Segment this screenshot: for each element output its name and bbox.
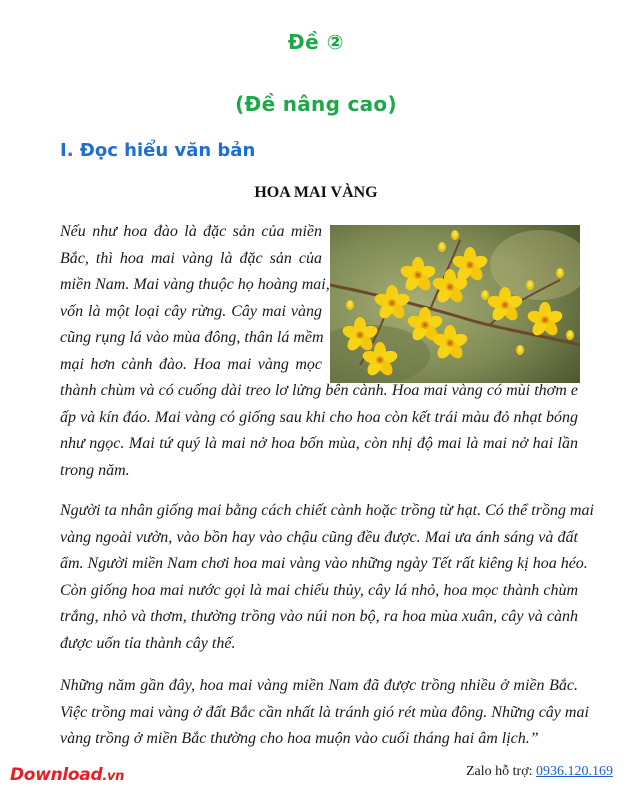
paragraph-1-wrapped <box>60 219 330 378</box>
support-label: Zalo hỗ trợ: <box>466 764 536 779</box>
text-line: mại hơn cành đào. Hoa mai vàng mọc <box>60 355 322 373</box>
section-heading: I. Đọc hiểu văn bản <box>60 140 256 161</box>
paragraph-2 <box>60 498 594 657</box>
exam-level-subtitle: (Đề nâng cao) <box>235 92 397 116</box>
text-line: như ngọc. Mai tứ quý là mai nở hoa bốn mùa, còn nhị độ mai là mai nở hai lần <box>60 435 578 452</box>
text-line: Người ta nhân giống mai bằng cách chiết cành hoặc trồng từ hạt. Có thể trồng mai <box>60 502 594 519</box>
support-phone-link[interactable]: 0936.120.169 <box>536 764 613 779</box>
text-line: miền Nam. Mai vàng thuộc họ hoàng mai, <box>60 276 330 293</box>
text-line: Những năm gần đây, hoa mai vàng miền Nam đã được trồng nhiều ở miền Bắc. <box>60 677 578 694</box>
zalo-support <box>466 764 613 780</box>
text-line: Còn giống hoa mai nước gọi là mai chiếu thủy, cây lá nhỏ, hoa mọc thành chùm <box>60 581 578 599</box>
exam-number-title: Đề ② <box>287 30 345 54</box>
text-line: trong năm. <box>60 461 130 479</box>
article-title: HOA MAI VÀNG <box>254 184 378 201</box>
text-line: vốn là một loại cây rừng. Cây mai vàng <box>60 302 322 320</box>
text-line: thành chùm và có cuống dài treo lơ lửng bên cành. Hoa mai vàng có mùi thơm e <box>60 382 578 399</box>
logo-main-text: Download <box>10 765 103 785</box>
text-line: Bắc, thì hoa mai vàng là đặc sản của <box>60 249 322 267</box>
text-line: Việc trồng mai vàng ở đất Bắc cần nhất là tránh gió rét mùa đông. Những cây mai <box>60 703 589 721</box>
logo-suffix-text: .vn <box>102 769 125 784</box>
text-line: trắng, nhỏ và thơm, thường trồng vào núi non bộ, ra hoa mùa xuân, cây và cành <box>60 608 578 625</box>
paragraph-3 <box>60 673 589 753</box>
download-vn-logo[interactable] <box>10 765 124 785</box>
text-line: cũng rụng lá vào mùa đông, thân lá mềm <box>60 329 324 346</box>
paragraph-1-full <box>60 378 578 484</box>
text-line: vàng trồng ở miền Bắc thường cho hoa muộn vào cuối tháng hai âm lịch.” <box>60 730 539 747</box>
text-line: ấp và kín đáo. Mai vàng có giống sau khi cho hoa còn kết trái màu đỏ nhạt bóng <box>60 408 578 426</box>
text-line: được uốn tỉa thành cây thế. <box>60 634 236 652</box>
text-line: ẩm. Người miền Nam chơi hoa mai vàng vào những ngày Tết rất kiêng kị hoa héo. <box>60 555 588 572</box>
text-line: vàng ngoài vườn, vào bồn hay vào chậu cũng đều được. Mai ưa ánh sáng và đất <box>60 528 578 546</box>
yellow-apricot-blossom-photo <box>330 225 580 383</box>
text-line: Nếu như hoa đào là đặc sản của miền <box>60 223 322 240</box>
